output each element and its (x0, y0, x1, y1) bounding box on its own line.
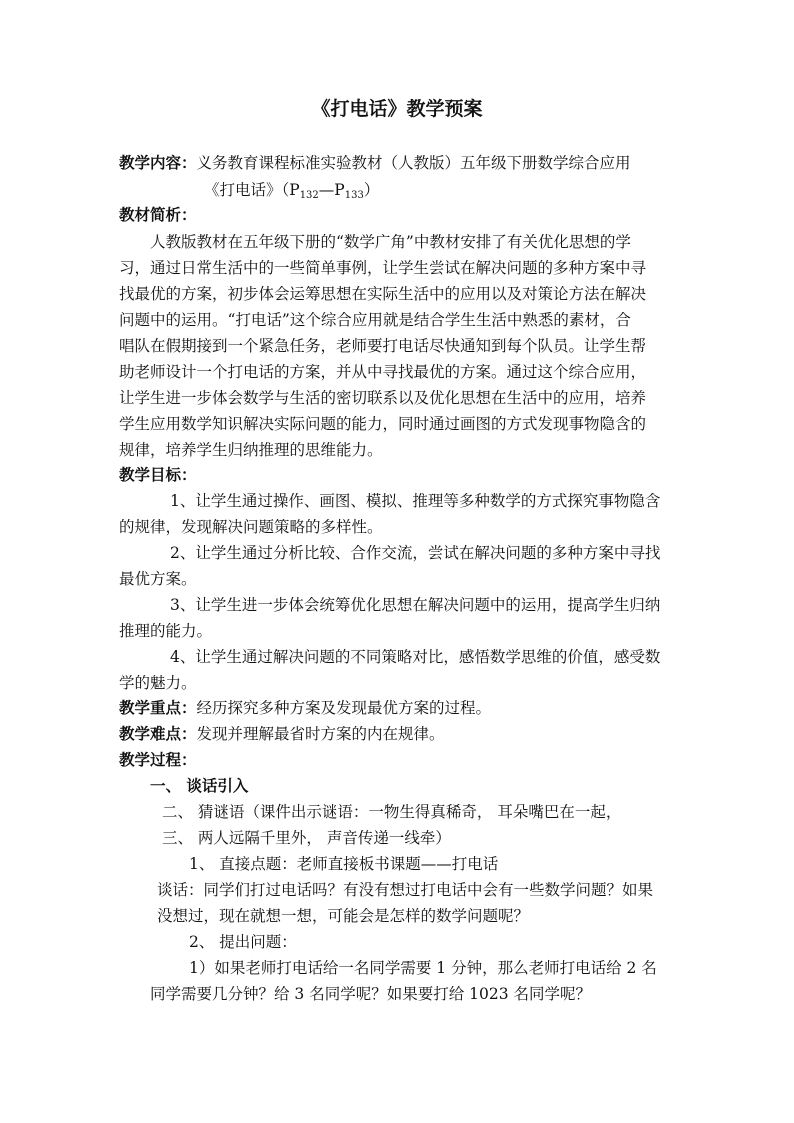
process-line: 谈话：同学们打过电话吗？有没有想过打电话中会有一些数学问题？如果 (157, 881, 654, 899)
key-point-text: 经历探究多种方案及发现最优方案的过程。 (196, 699, 492, 717)
ref-page-start: 132 (299, 190, 319, 201)
content-reference (204, 179, 379, 207)
ref-page-end: 133 (344, 190, 364, 201)
process-label: 教学过程： (119, 750, 197, 769)
document-title: 《打电话》教学预案 (311, 98, 483, 120)
analysis-line: 学生应用数学知识解决实际问题的能力，同时通过画图的方式发现事物隐含的 (119, 415, 647, 433)
goal-line: 推理的能力。 (119, 622, 213, 640)
ref-suffix: ） (363, 181, 380, 199)
process-line: 一、 谈话引入 (150, 776, 249, 795)
goal-line: 1、让学生通过操作、画图、模拟、推理等多种数学的方式探究事物隐含 (170, 492, 661, 510)
ref-dash: —P (318, 181, 345, 199)
process-line: 2、 提出问题： (189, 933, 297, 951)
content-label: 教学内容： (119, 153, 197, 172)
process-line: 1、 直接点题：老师直接板书课题——打电话 (189, 855, 499, 873)
difficulty-line (119, 723, 445, 745)
goal-line: 3、让学生进一步体会统筹优化思想在解决问题中的运用，提高学生归纳 (170, 596, 661, 614)
goal-line: 最优方案。 (119, 570, 197, 588)
difficulty-label: 教学难点： (119, 724, 197, 743)
analysis-line: 助老师设计一个打电话的方案，并从中寻找最优的方案。通过这个综合应用， (119, 363, 647, 381)
ref-prefix: 《打电话》（P (204, 181, 300, 199)
process-line: 二、 猜谜语（课件出示谜语：一物生得真稀奇， 耳朵嘴巴在一起， (162, 803, 622, 821)
difficulty-text: 发现并理解最省时方案的内在规律。 (196, 725, 445, 743)
goal-line: 的规律，发现解决问题策略的多样性。 (119, 518, 383, 536)
key-point-label: 教学重点： (119, 698, 197, 717)
goal-line: 学的魅力。 (119, 674, 197, 692)
process-line: 1）如果老师打电话给一名同学需要 1 分钟，那么老师打电话给 2 名 (189, 959, 657, 977)
content-text: 义务教育课程标准实验教材（人教版）五年级下册数学综合应用 (196, 154, 631, 172)
analysis-line: 规律，培养学生归纳推理的思维能力。 (119, 441, 383, 459)
analysis-line: 唱队在假期接到一个紧急任务，老师要打电话尽快通知到每个队员。让学生帮 (119, 337, 647, 355)
analysis-line: 习，通过日常生活中的一些简单事例，让学生尝试在解决问题的多种方案中寻 (119, 259, 647, 277)
analysis-line: 人教版教材在五年级下册的“数学广角”中教材安排了有关优化思想的学 (150, 233, 631, 251)
process-line: 三、 两人远隔千里外， 声音传递一线牵） (162, 829, 451, 847)
content-line (119, 152, 631, 174)
goal-line: 2、让学生通过分析比较、合作交流，尝试在解决问题的多种方案中寻找 (170, 544, 661, 562)
analysis-line: 找最优的方案，初步体会运筹思想在实际生活中的应用以及对策论方法在解决 (119, 285, 647, 303)
process-line: 没想过，现在就想一想，可能会是怎样的数学问题呢？ (157, 907, 530, 925)
key-point-line (119, 697, 491, 719)
analysis-line: 问题中的运用。“打电话”这个综合应用就是结合学生生活中熟悉的素材，合 (119, 311, 631, 329)
goal-line: 4、让学生通过解决问题的不同策略对比，感悟数学思维的价值，感受数 (170, 648, 661, 666)
goals-label: 教学目标： (119, 465, 197, 484)
process-line: 同学需要几分钟？给 3 名同学呢？如果要打给 1023 名同学呢？ (150, 985, 592, 1003)
analysis-line: 让学生进一步体会数学与生活的密切联系以及优化思想在生活中的应用，培养 (119, 389, 647, 407)
analysis-label: 教材简析： (119, 205, 197, 224)
